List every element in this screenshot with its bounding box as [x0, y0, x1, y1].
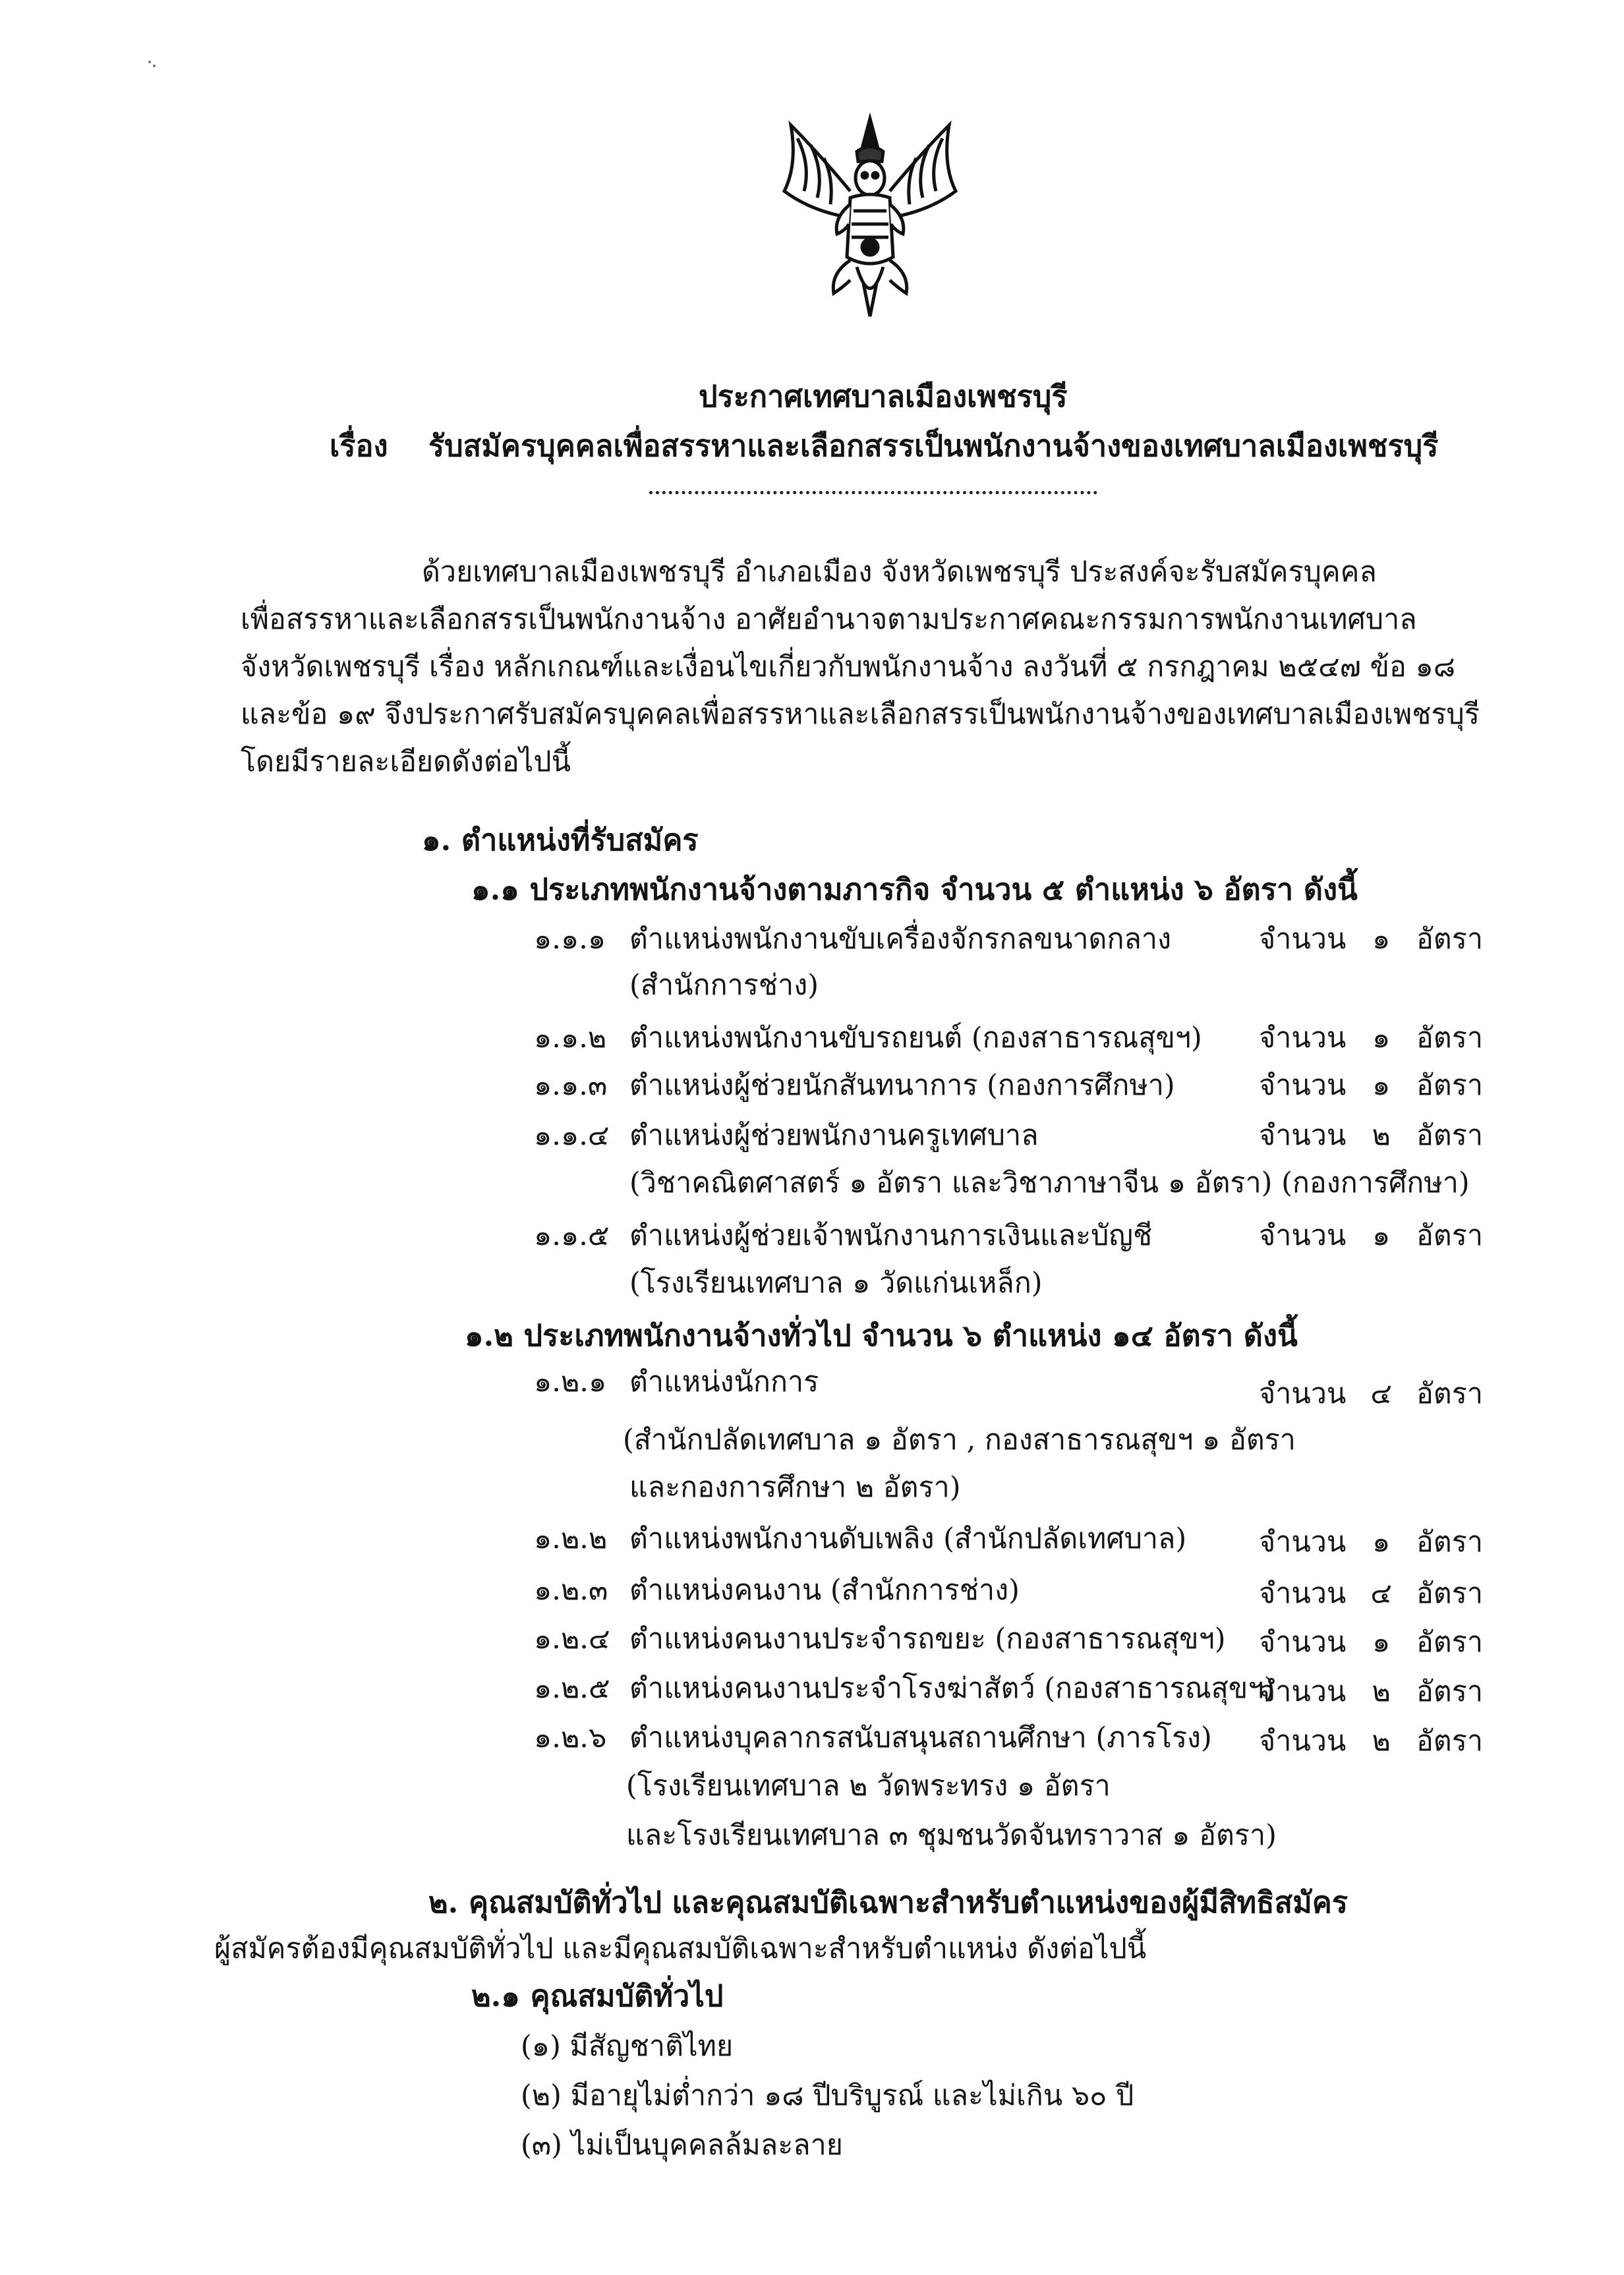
item-text: ตำแหน่งพนักงานดับเพลิง (สำนักปลัดเทศบาล): [629, 1522, 1187, 1555]
item-quantity: [1259, 916, 1483, 961]
count-label: จำนวน: [1259, 1725, 1347, 1758]
section1-2-heading: ๑.๒ ประเภทพนักงานจ้างทั่วไป จำนวน ๖ ตำแหน่ง ๑๔ อัตรา ดังนี้: [465, 1318, 1298, 1353]
item-text: ตำแหน่งผู้ช่วยเจ้าพนักงานการเงินและบัญชี: [629, 1219, 1153, 1252]
intro-line-5: โดยมีรายละเอียดดังต่อไปนี้: [241, 745, 571, 778]
count-unit: อัตรา: [1416, 1022, 1483, 1054]
count-unit: อัตรา: [1416, 1526, 1483, 1559]
item-quantity: [1259, 1015, 1483, 1060]
count-unit: อัตรา: [1416, 1219, 1483, 1252]
item-extra: (สำนักปลัดเทศบาล ๑ อัตรา , กองสาธารณสุขฯ ๑ อัตรา: [623, 1424, 1296, 1456]
count-unit: อัตรา: [1416, 923, 1483, 956]
item-text: ตำแหน่งบุคลากรสนับสนุนสถานศึกษา (ภารโรง): [629, 1721, 1212, 1754]
item-extra: (โรงเรียนเทศบาล ๑ วัดแก่นเหล็ก): [629, 1267, 1043, 1300]
count-value: ๒: [1372, 1725, 1391, 1758]
section2-intro: ผู้สมัครต้องมีคุณสมบัติทั่วไป และมีคุณสมบัติเฉพาะสำหรับตำแหน่ง ดังต่อไปนี้: [214, 1932, 1147, 1965]
item-text: ตำแหน่งผู้ช่วยนักสันทนาการ (กองการศึกษา): [629, 1069, 1175, 1102]
item-extra: (วิชาคณิตศาสตร์ ๑ อัตรา และวิชาภาษาจีน ๑ อัตรา) (กองการศึกษา): [629, 1166, 1470, 1199]
count-label: จำนวน: [1259, 1675, 1347, 1708]
count-value: ๑: [1372, 1069, 1391, 1102]
count-value: ๑: [1372, 923, 1391, 956]
count-label: จำนวน: [1259, 1219, 1347, 1252]
item-quantity: [1259, 1213, 1483, 1257]
intro-line-1: ด้วยเทศบาลเมืองเพชรบุรี อำเภอเมือง จังหวัดเพชรบุรี ประสงค์จะรับสมัครบุคคล: [422, 556, 1377, 589]
count-unit: อัตรา: [1416, 1626, 1483, 1659]
count-unit: อัตรา: [1416, 1675, 1483, 1708]
section2-heading: ๒. คุณสมบัติทั่วไป และคุณสมบัติเฉพาะสำหรับตำแหน่งของผู้มีสิทธิสมัคร: [428, 1885, 1348, 1920]
subject-label: เรื่อง: [330, 428, 388, 463]
item-num: ๑.๒.๑: [534, 1366, 607, 1398]
item-text: ตำแหน่งพนักงานขับรถยนต์ (กองสาธารณสุขฯ): [629, 1022, 1202, 1054]
qualification-item: (๒) มีอายุไม่ต่ำกว่า ๑๘ ปีบริบูรณ์ และไม่เกิน ๖๐ ปี: [521, 2079, 1134, 2112]
qualification-item: (๓) ไม่เป็นบุคคลล้มละลาย: [521, 2129, 843, 2162]
count-value: ๑: [1372, 1022, 1391, 1054]
count-unit: อัตรา: [1416, 1377, 1483, 1410]
item-num: ๑.๑.๔: [534, 1119, 610, 1152]
item-quantity: [1259, 1062, 1483, 1107]
scan-speck: [153, 65, 156, 67]
document-title: ประกาศเทศบาลเมืองเพชรบุรี: [699, 379, 1068, 414]
section2-1-heading: ๒.๑ คุณสมบัติทั่วไป: [471, 1978, 724, 2013]
intro-line-4: และข้อ ๑๙ จึงประกาศรับสมัครบุคคลเพื่อสรรหาและเลือกสรรเป็นพนักงานจ้างของเทศบาลเมืองเพชรบุรี: [241, 698, 1480, 731]
garuda-emblem-icon: [771, 112, 969, 323]
count-label: จำนวน: [1259, 1377, 1347, 1410]
item-num: ๑.๑.๓: [534, 1069, 608, 1102]
count-value: ๒: [1372, 1675, 1391, 1708]
item-num: ๑.๒.๖: [534, 1721, 607, 1754]
intro-line-2: เพื่อสรรหาและเลือกสรรเป็นพนักงานจ้าง อาศัยอำนาจตามประกาศคณะกรรมการพนักงานเทศบาล: [241, 603, 1417, 636]
item-text: ตำแหน่งนักการ: [629, 1366, 819, 1398]
item-text: ตำแหน่งคนงานประจำรถขยะ (กองสาธารณสุขฯ): [629, 1623, 1226, 1656]
count-label: จำนวน: [1259, 1577, 1347, 1610]
intro-line-3: จังหวัดเพชรบุรี เรื่อง หลักเกณฑ์และเงื่อนไขเกี่ยวกับพนักงานจ้าง ลงวันที่ ๕ กรกฎาคม ๒๕๔๗ ข้อ ๑๘: [241, 650, 1455, 683]
item-num: ๑.๑.๕: [534, 1219, 610, 1252]
item-quantity: [1259, 1519, 1483, 1564]
item-text: ตำแหน่งคนงาน (สำนักการช่าง): [629, 1574, 1020, 1607]
item-text: ตำแหน่งพนักงานขับเครื่องจักรกลขนาดกลาง: [629, 923, 1171, 956]
count-unit: อัตรา: [1416, 1577, 1483, 1610]
count-label: จำนวน: [1259, 923, 1347, 956]
count-unit: อัตรา: [1416, 1725, 1483, 1758]
count-label: จำนวน: [1259, 1022, 1347, 1054]
item-quantity: [1259, 1570, 1483, 1615]
item-extra: และโรงเรียนเทศบาล ๓ ชุมชนวัดจันทราวาส ๑ อัตรา): [626, 1819, 1277, 1852]
count-value: ๑: [1372, 1219, 1391, 1252]
section1-1-heading: ๑.๑ ประเภทพนักงานจ้างตามภารกิจ จำนวน ๕ ตำแหน่ง ๖ อัตรา ดังนี้: [471, 872, 1358, 907]
scan-speck: [148, 61, 151, 63]
subject-text: รับสมัครบุคคลเพื่อสรรหาและเลือกสรรเป็นพนักงานจ้างของเทศบาลเมืองเพชรบุรี: [428, 428, 1439, 463]
count-label: จำนวน: [1259, 1119, 1347, 1152]
count-label: จำนวน: [1259, 1069, 1347, 1102]
item-extra: (โรงเรียนเทศบาล ๒ วัดพระทรง ๑ อัตรา: [626, 1770, 1111, 1802]
count-label: จำนวน: [1259, 1526, 1347, 1559]
count-value: ๔: [1370, 1377, 1392, 1410]
item-quantity: [1259, 1619, 1483, 1664]
item-quantity: [1259, 1669, 1483, 1713]
item-num: ๑.๒.๔: [534, 1623, 610, 1656]
item-num: ๑.๑.๒: [534, 1022, 607, 1054]
count-value: ๑: [1372, 1526, 1391, 1559]
section1-heading: ๑. ตำแหน่งที่รับสมัคร: [422, 822, 699, 857]
count-label: จำนวน: [1259, 1626, 1347, 1659]
item-text: ตำแหน่งคนงานประจำโรงฆ่าสัตว์ (กองสาธารณสุขฯ): [629, 1672, 1275, 1705]
item-quantity: [1259, 1112, 1483, 1157]
count-value: ๑: [1372, 1626, 1391, 1659]
count-unit: อัตรา: [1416, 1069, 1483, 1102]
count-value: ๔: [1370, 1577, 1392, 1610]
count-value: ๒: [1372, 1119, 1391, 1152]
qualification-item: (๑) มีสัญชาติไทย: [521, 2030, 734, 2063]
item-num: ๑.๒.๕: [534, 1672, 610, 1705]
item-num: ๑.๑.๑: [534, 923, 606, 956]
title-divider: [649, 491, 1097, 494]
item-quantity: [1259, 1371, 1483, 1416]
item-extra: และกองการศึกษา ๒ อัตรา): [629, 1471, 961, 1504]
item-quantity: [1259, 1718, 1483, 1763]
item-text: ตำแหน่งผู้ช่วยพนักงานครูเทศบาล: [629, 1119, 1039, 1152]
item-extra: (สำนักการช่าง): [629, 969, 819, 1002]
count-unit: อัตรา: [1416, 1119, 1483, 1152]
item-num: ๑.๒.๓: [534, 1574, 608, 1607]
item-num: ๑.๒.๒: [534, 1522, 608, 1555]
